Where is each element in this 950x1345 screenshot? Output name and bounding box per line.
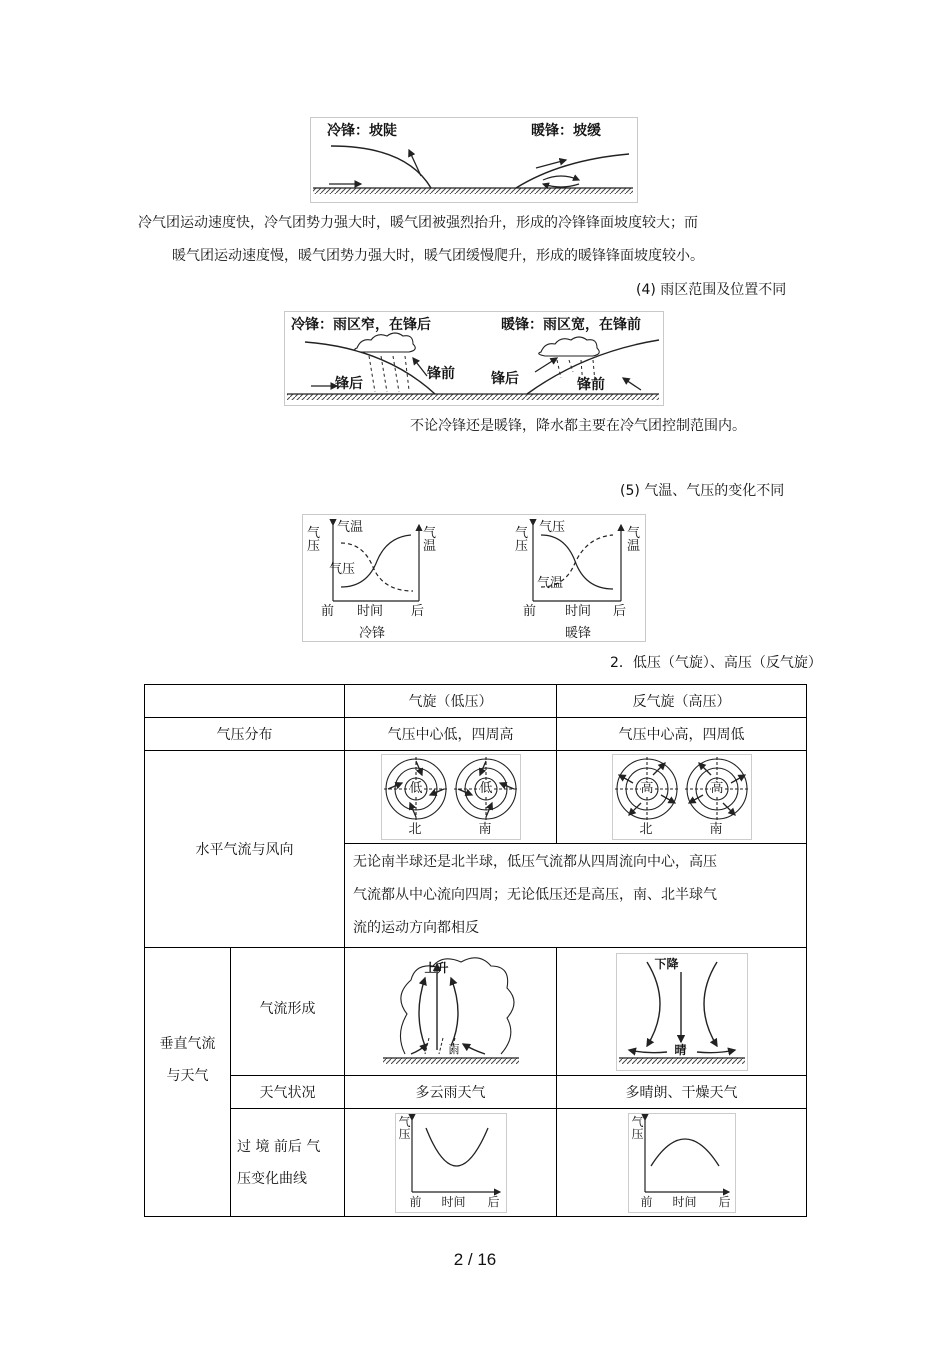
anticyclone-curve-back: 后 <box>718 1194 731 1209</box>
anticyclone-curve-figure <box>557 1109 807 1217</box>
cold-front-side-label: 锋前 <box>427 366 455 382</box>
warm-temp-curve-label: 气温 <box>537 576 564 591</box>
row-label-curve <box>231 1109 345 1217</box>
cold-right-axis-label: 气温 <box>423 526 437 554</box>
anticyclone-pressure-cell: 气压中心高，四周低 <box>557 718 807 751</box>
warm-x-time: 时间 <box>565 604 592 619</box>
anticyclone-curve-front: 前 <box>640 1194 653 1209</box>
cyclone-south-low-center: 低 <box>479 781 493 796</box>
cold-temp-curve-label: 气温 <box>337 520 364 535</box>
warm-right-axis-label: 气温 <box>627 526 641 554</box>
warm-behind-label: 锋后 <box>491 371 519 387</box>
vertical-label-line1: 垂直气流 <box>159 1036 216 1052</box>
anticyclone-south-label: 南 <box>709 822 723 837</box>
cyclone-north-label: 北 <box>408 822 422 837</box>
cyclone-horizontal-figure <box>345 751 557 844</box>
cyclone-vertical-figure <box>345 948 557 1076</box>
slope-explanation-line2: 暖气团运动速度慢，暖气团势力强大时，暖气团缓慢爬升，形成的暖锋锋面坡度较小。 <box>172 248 704 264</box>
cyclone-weather-cell: 多云雨天气 <box>345 1076 557 1109</box>
curve-label-line2: 压变化曲线 <box>237 1170 307 1187</box>
header-anticyclone: 反气旋（高压） <box>557 685 807 718</box>
clear-label: 晴 <box>674 1042 687 1057</box>
cyclone-north-low-center: 低 <box>409 781 423 796</box>
warm-front-rain-label: 暖锋：雨区宽，在锋前 <box>501 317 641 333</box>
slope-explanation-line1: 冷气团运动速度快，冷气团势力强大时，暖气团被强烈抬升，形成的冷锋锋面坡度较大；而 <box>138 215 698 231</box>
anticyclone-weather-cell: 多晴朗、干燥天气 <box>557 1076 807 1109</box>
anticyclone-north-high-center: 高 <box>640 781 654 796</box>
cyclone-curve-front: 前 <box>409 1194 422 1209</box>
page-number: 2 / 16 <box>453 1250 497 1269</box>
warm-x-front: 前 <box>523 604 537 619</box>
row-label-horizontal: 水平气流与风向 <box>145 751 345 948</box>
anticyclone-north-label: 北 <box>639 822 653 837</box>
warm-front-caption: 暖锋 <box>565 626 592 641</box>
cyclone-curve-time: 时间 <box>441 1194 466 1209</box>
warm-pressure-curve-label: 气压 <box>539 520 566 535</box>
table-header-row <box>145 685 807 718</box>
warm-x-back: 后 <box>613 604 627 619</box>
cyclone-curve-back: 后 <box>487 1194 500 1209</box>
table-row <box>145 751 807 844</box>
warm-front-slope-label: 暖锋：坡缓 <box>531 123 601 139</box>
descend-label: 下降 <box>654 956 679 971</box>
anticyclone-curve-axis: 气压 <box>631 1114 644 1141</box>
row-label-vertical <box>145 948 231 1217</box>
curve-label-line1: 过 境 前后 气 <box>237 1138 321 1155</box>
cold-x-time: 时间 <box>357 604 384 619</box>
table-row <box>145 1076 807 1109</box>
front-slope-figure <box>310 117 638 203</box>
row-label-pressure: 气压分布 <box>145 718 345 751</box>
rain-label: 雨 <box>448 1042 460 1056</box>
table-row <box>145 1109 807 1217</box>
warm-front-side-label: 锋前 <box>577 377 605 393</box>
header-cyclone: 气旋（低压） <box>345 685 557 718</box>
rain-explanation: 不论冷锋还是暖锋，降水都主要在冷气团控制范围内。 <box>410 418 746 434</box>
cold-x-back: 后 <box>411 604 425 619</box>
anticyclone-south-high-center: 高 <box>710 781 724 796</box>
row-label-flow: 气流形成 <box>231 948 345 1076</box>
cyclone-curve-figure <box>345 1109 557 1217</box>
cold-pressure-curve-label: 气压 <box>329 562 356 577</box>
cold-front-slope-label: 冷锋：坡陡 <box>327 123 397 139</box>
horizontal-note-line1: 无论南半球还是北半球，低压气流都从四周流向中心，高压 <box>353 854 717 870</box>
rain-area-figure <box>284 311 664 406</box>
cold-behind-label: 锋后 <box>335 376 363 392</box>
vertical-label-line2: 与天气 <box>166 1068 209 1084</box>
cyclone-circles-drawing <box>382 755 520 839</box>
anticyclone-horizontal-figure <box>557 751 807 844</box>
section-2-heading: 2．低压（气旋）、高压（反气旋） <box>610 655 822 671</box>
row-label-weather: 天气状况 <box>231 1076 345 1109</box>
anticyclone-curve-time: 时间 <box>672 1194 697 1209</box>
cyclone-south-label: 南 <box>478 822 492 837</box>
horizontal-note-line3: 流的运动方向都相反 <box>353 920 479 936</box>
anticyclone-vertical-figure <box>557 948 807 1076</box>
cold-left-axis-label: 气压 <box>307 526 321 554</box>
table-row <box>145 718 807 751</box>
horizontal-note-line2: 气流都从中心流向四周；无论低压还是高压，南、北半球气 <box>353 887 717 903</box>
cold-front-caption: 冷锋 <box>359 626 386 641</box>
cold-x-front: 前 <box>321 604 335 619</box>
anticyclone-circles-drawing <box>613 755 751 839</box>
warm-left-axis-label: 气压 <box>515 526 529 554</box>
rise-label: 上升 <box>424 960 449 975</box>
cyclone-anticyclone-table <box>144 684 807 1217</box>
cold-front-rain-label: 冷锋：雨区窄，在锋后 <box>291 317 431 333</box>
cyclone-curve-axis: 气压 <box>398 1114 411 1141</box>
temp-pressure-figure <box>302 514 646 642</box>
section-4-heading: (4) 雨区范围及位置不同 <box>636 282 787 298</box>
section-5-heading: (5) 气温、气压的变化不同 <box>620 483 785 499</box>
table-row <box>145 948 807 1076</box>
cyclone-pressure-cell: 气压中心低，四周高 <box>345 718 557 751</box>
horizontal-note-cell <box>345 844 807 948</box>
